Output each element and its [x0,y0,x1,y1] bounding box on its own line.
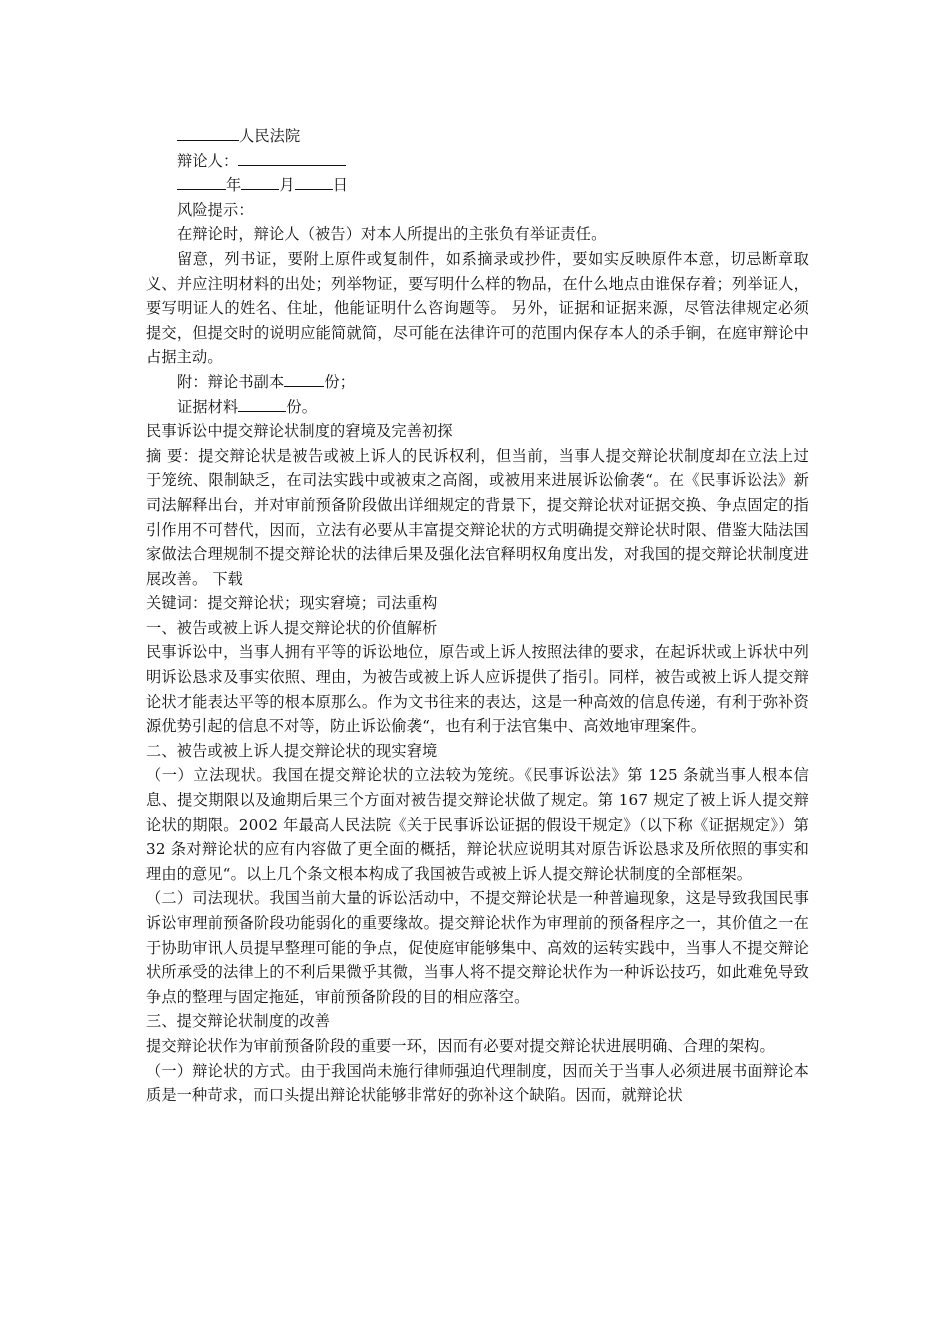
defendant-blank [238,150,346,166]
defendant-line [146,149,809,174]
attachment-blank [284,371,324,387]
date-day: 日 [332,176,349,195]
date-month: 月 [279,176,295,195]
document-page [146,124,809,1108]
section-2-title: 二、被告或被上诉人提交辩论状的现实窘境 [146,741,438,760]
evidence-blank [238,396,286,412]
article-keywords: 关键词：提交辩论状；现实窘境；司法重构 [146,594,438,613]
year-blank [177,174,226,190]
article-abstract: 摘 要：提交辩论状是被告或被上诉人的民诉权利，但当前，当事人提交辩论状制度却在立法上过于笼统、限制缺乏，在司法实践中或被束之高阁，或被用来进展诉讼偷袭“。在《民事诉讼法》新司法解释出台，并对审前预备阶段做出详细规定的背景下，提交辩论状对证据交换、争点固定的指引作用不可替代，因而，立法有必要从丰富提交辩论状的方式明确提交辩论状时限、借鉴大陆法国家做法合理规制不提交辩论状的法律后果及强化法官释明权角度出发，对我国的提交辩论状制度进展改善。 下载 [146,446,809,588]
section-2-paragraph-2: （二）司法现状。我国当前大量的诉讼活动中，不提交辩论状是一种普遍现象，这是导致我国民事诉讼审理前预备阶段功能弱化的重要缘故。提交辩论状作为审理前的预备程序之一，其价值之一在于协助审讯人员提早整理可能的争点，促使庭审能够集中、高效的运转实践中，当事人不提交辩论状所承受的法律上的不利后果微乎其微，当事人将不提交辩论状作为一种诉讼技巧，如此难免导致争点的整理与固定拖延，审前预备阶段的目的相应落空。 [146,889,809,1006]
section-2-paragraph-1: （一）立法现状。我国在提交辩论状的立法较为笼统。《民事诉讼法》第 125 条就当事人根本信息、提交期限以及逾期后果三个方面对被告提交辩论状做了规定。第 167 规定了被上诉人提交辩论状的期限。2002 年最高人民法院《关于民事诉讼证据的假设干规定》（以下称《证据规定》）第 32 条对辩论状的应有内容做了更全面的概括，辩论状应说明其对原告诉讼恳求及所依照的事实和理由的意见“。以上几个条文根本构成了我国被告或被上诉人提交辩论状制度的全部框架。 [146,766,809,883]
court-name-blank [177,125,239,141]
risk-title: 风险提示： [177,200,254,219]
section-1-title: 一、被告或被上诉人提交辩论状的价值解析 [146,618,438,637]
day-blank [295,174,333,190]
risk-line-1: 在辩论时，辩论人（被告）对本人所提出的主张负有举证责任。 [177,225,607,244]
court-suffix: 人民法院 [239,127,301,145]
court-line [146,124,809,149]
defendant-label: 辩论人： [177,151,239,170]
evidence-suffix: 份。 [286,397,318,416]
evidence-prefix: 证据材料 [177,397,239,416]
attachment-line [146,370,809,395]
month-blank [241,174,279,190]
attachment-prefix: 附：辩论书副本 [177,372,285,391]
risk-paragraph-2: 留意，列书证，要附上原件或复制件，如系摘录或抄件，要如实反映原件本意，切忌断章取义、并应注明材料的出处；列举物证，要写明什么样的物品，在什么地点由谁保存着；列举证人，要写明证人的姓名、住址，他能证明什么咨询题等。 另外，证据和证据来源，尽管法律规定必须提交，但提交时的说明应能简就简，尽可能在法律许可的范围内保存本人的杀手锏，在庭审辩论中占据主动。 [146,249,809,367]
date-line [146,173,809,198]
article-title: 民事诉讼中提交辩论状制度的窘境及完善初探 [146,422,453,441]
section-3-intro: 提交辩论状作为审前预备阶段的重要一环，因而有必要对提交辩论状进展明确、合理的架构。 [146,1036,775,1055]
section-3-title: 三、提交辩论状制度的改善 [146,1012,331,1031]
section-1-body: 民事诉讼中，当事人拥有平等的诉讼地位，原告或上诉人按照法律的要求，在起诉状或上诉状中列明诉讼恳求及事实依照、理由，为被告或被上诉人应诉提供了指引。同样，被告或被上诉人提交辩论状才能表达平等的根本原那么。作为文书往来的表达，这是一种高效的信息传递，有利于弥补资源优势引起的信息不对等，防止诉讼偷袭“，也有利于法官集中、高效地审理案件。 [146,643,809,736]
attachment-suffix: 份； [324,372,356,391]
date-year: 年 [226,176,242,195]
evidence-line [146,395,809,420]
section-3-paragraph-1: （一）辩论状的方式。由于我国尚未施行律师强迫代理制度，因而关于当事人必须进展书面辩论本质是一种苛求，而口头提出辩论状能够非常好的弥补这个缺陷。因而，就辩论状 [146,1061,809,1105]
